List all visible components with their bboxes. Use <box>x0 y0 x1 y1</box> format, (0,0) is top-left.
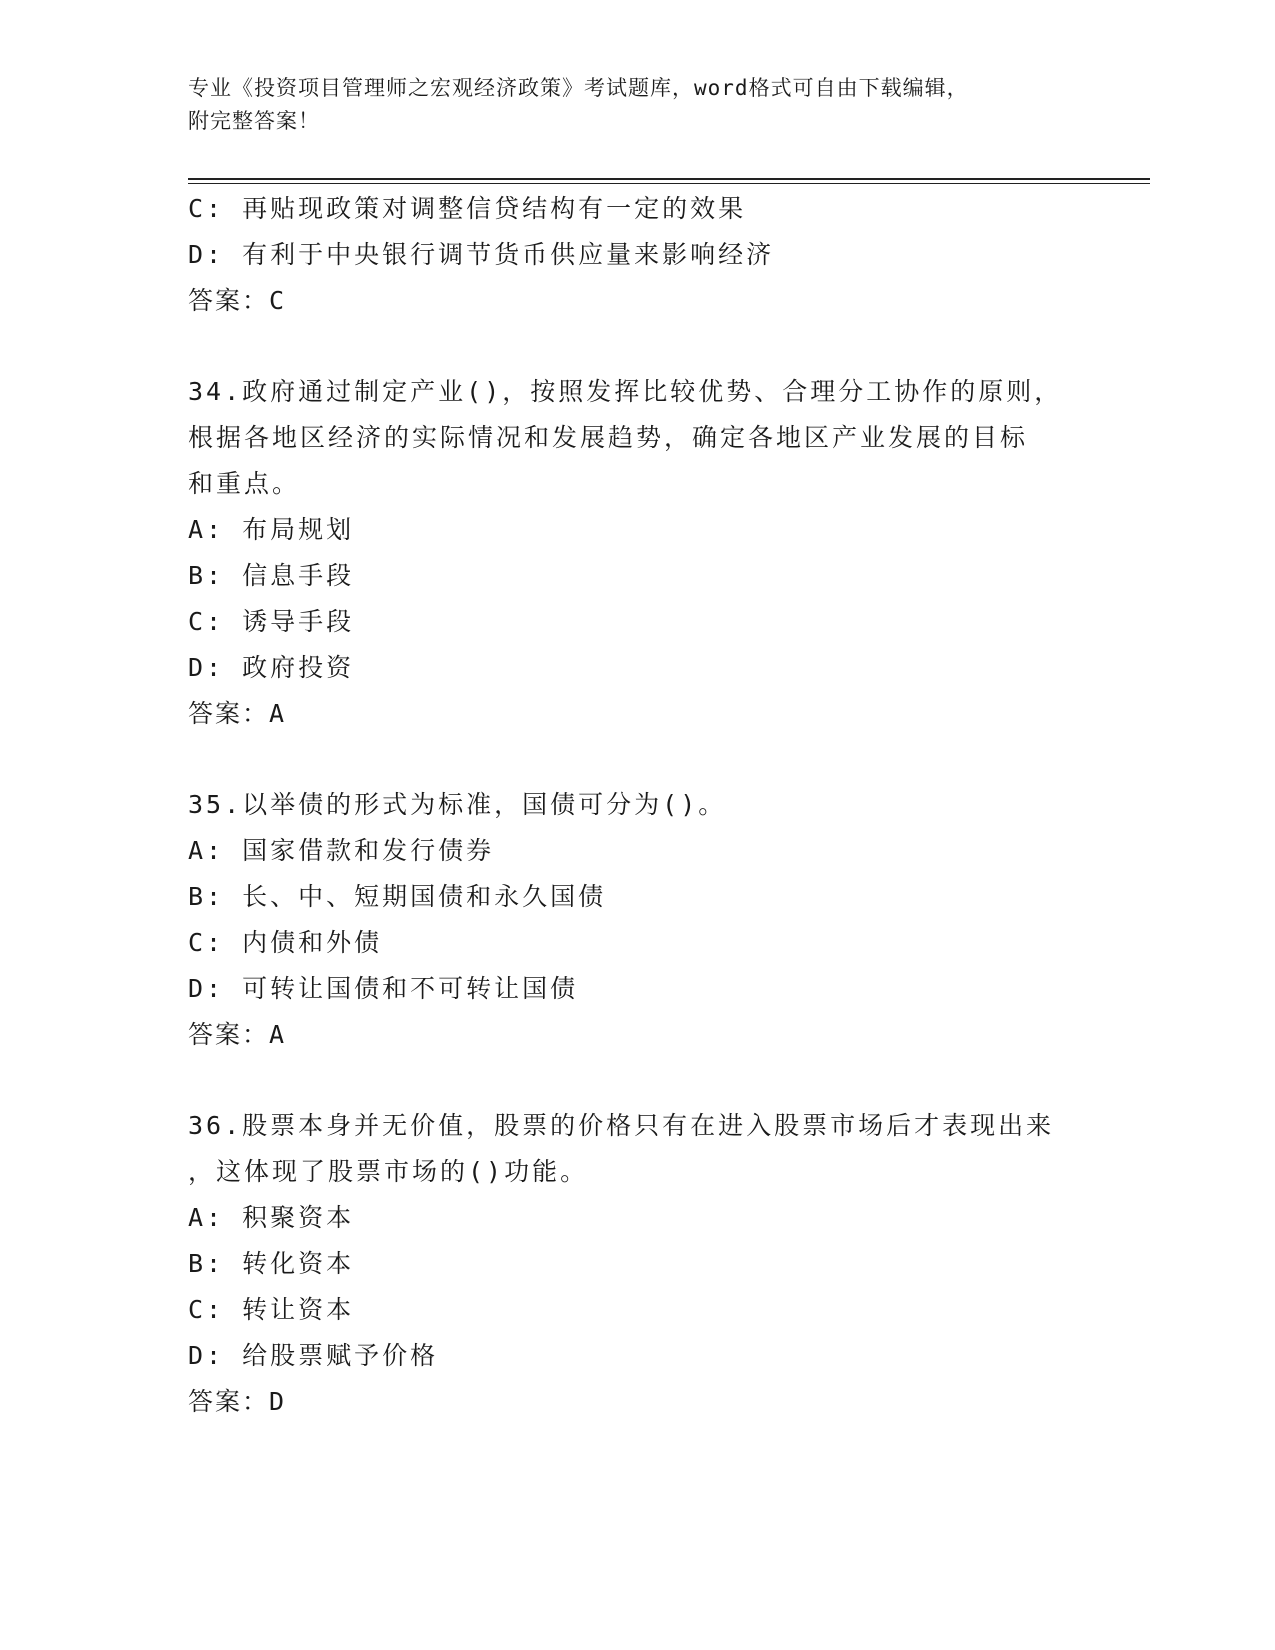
spacer <box>188 1058 1088 1103</box>
answer-label: 答案：D <box>188 1387 287 1416</box>
option-d: D: 有利于中央银行调节货币供应量来影响经济 <box>188 240 775 269</box>
document-header <box>188 72 1068 138</box>
question-35 <box>188 782 1088 1058</box>
question-stem-line: 34.政府通过制定产业()，按照发挥比较优势、合理分工协作的原则， <box>188 377 1063 406</box>
option-c: C: 诱导手段 <box>188 607 355 636</box>
answer-label: 答案：A <box>188 699 287 728</box>
option-a: A: 布局规划 <box>188 515 355 544</box>
question-stem-line: 和重点。 <box>188 469 301 498</box>
continued-question <box>188 186 1088 324</box>
question-stem-line: 根据各地区经济的实际情况和发展趋势，确定各地区产业发展的目标 <box>188 423 1029 452</box>
header-divider-thick <box>188 178 1150 180</box>
answer-label: 答案：A <box>188 1020 287 1049</box>
option-b: B: 信息手段 <box>188 561 355 590</box>
header-line-1: 专业《投资项目管理师之宏观经济政策》考试题库，word格式可自由下载编辑， <box>188 76 969 100</box>
option-c: C: 转让资本 <box>188 1295 355 1324</box>
question-34 <box>188 369 1088 737</box>
option-a: A: 国家借款和发行债券 <box>188 836 495 865</box>
option-d: D: 政府投资 <box>188 653 355 682</box>
header-line-2: 附完整答案！ <box>188 109 320 133</box>
question-content <box>188 186 1088 1425</box>
question-stem-line: 36.股票本身并无价值，股票的价格只有在进入股票市场后才表现出来 <box>188 1111 1055 1140</box>
header-divider-thin <box>188 183 1150 184</box>
option-c: C: 再贴现政策对调整信贷结构有一定的效果 <box>188 194 747 223</box>
question-36 <box>188 1103 1088 1425</box>
option-a: A: 积聚资本 <box>188 1203 355 1232</box>
question-stem-line: 35.以举债的形式为标准，国债可分为()。 <box>188 790 727 819</box>
option-d: D: 可转让国债和不可转让国债 <box>188 974 579 1003</box>
question-stem-line: ，这体现了股票市场的()功能。 <box>188 1157 589 1186</box>
option-c: C: 内债和外债 <box>188 928 383 957</box>
spacer <box>188 324 1088 369</box>
option-b: B: 转化资本 <box>188 1249 355 1278</box>
option-d: D: 给股票赋予价格 <box>188 1341 439 1370</box>
answer-label: 答案：C <box>188 286 287 315</box>
spacer <box>188 737 1088 782</box>
option-b: B: 长、中、短期国债和永久国债 <box>188 882 607 911</box>
